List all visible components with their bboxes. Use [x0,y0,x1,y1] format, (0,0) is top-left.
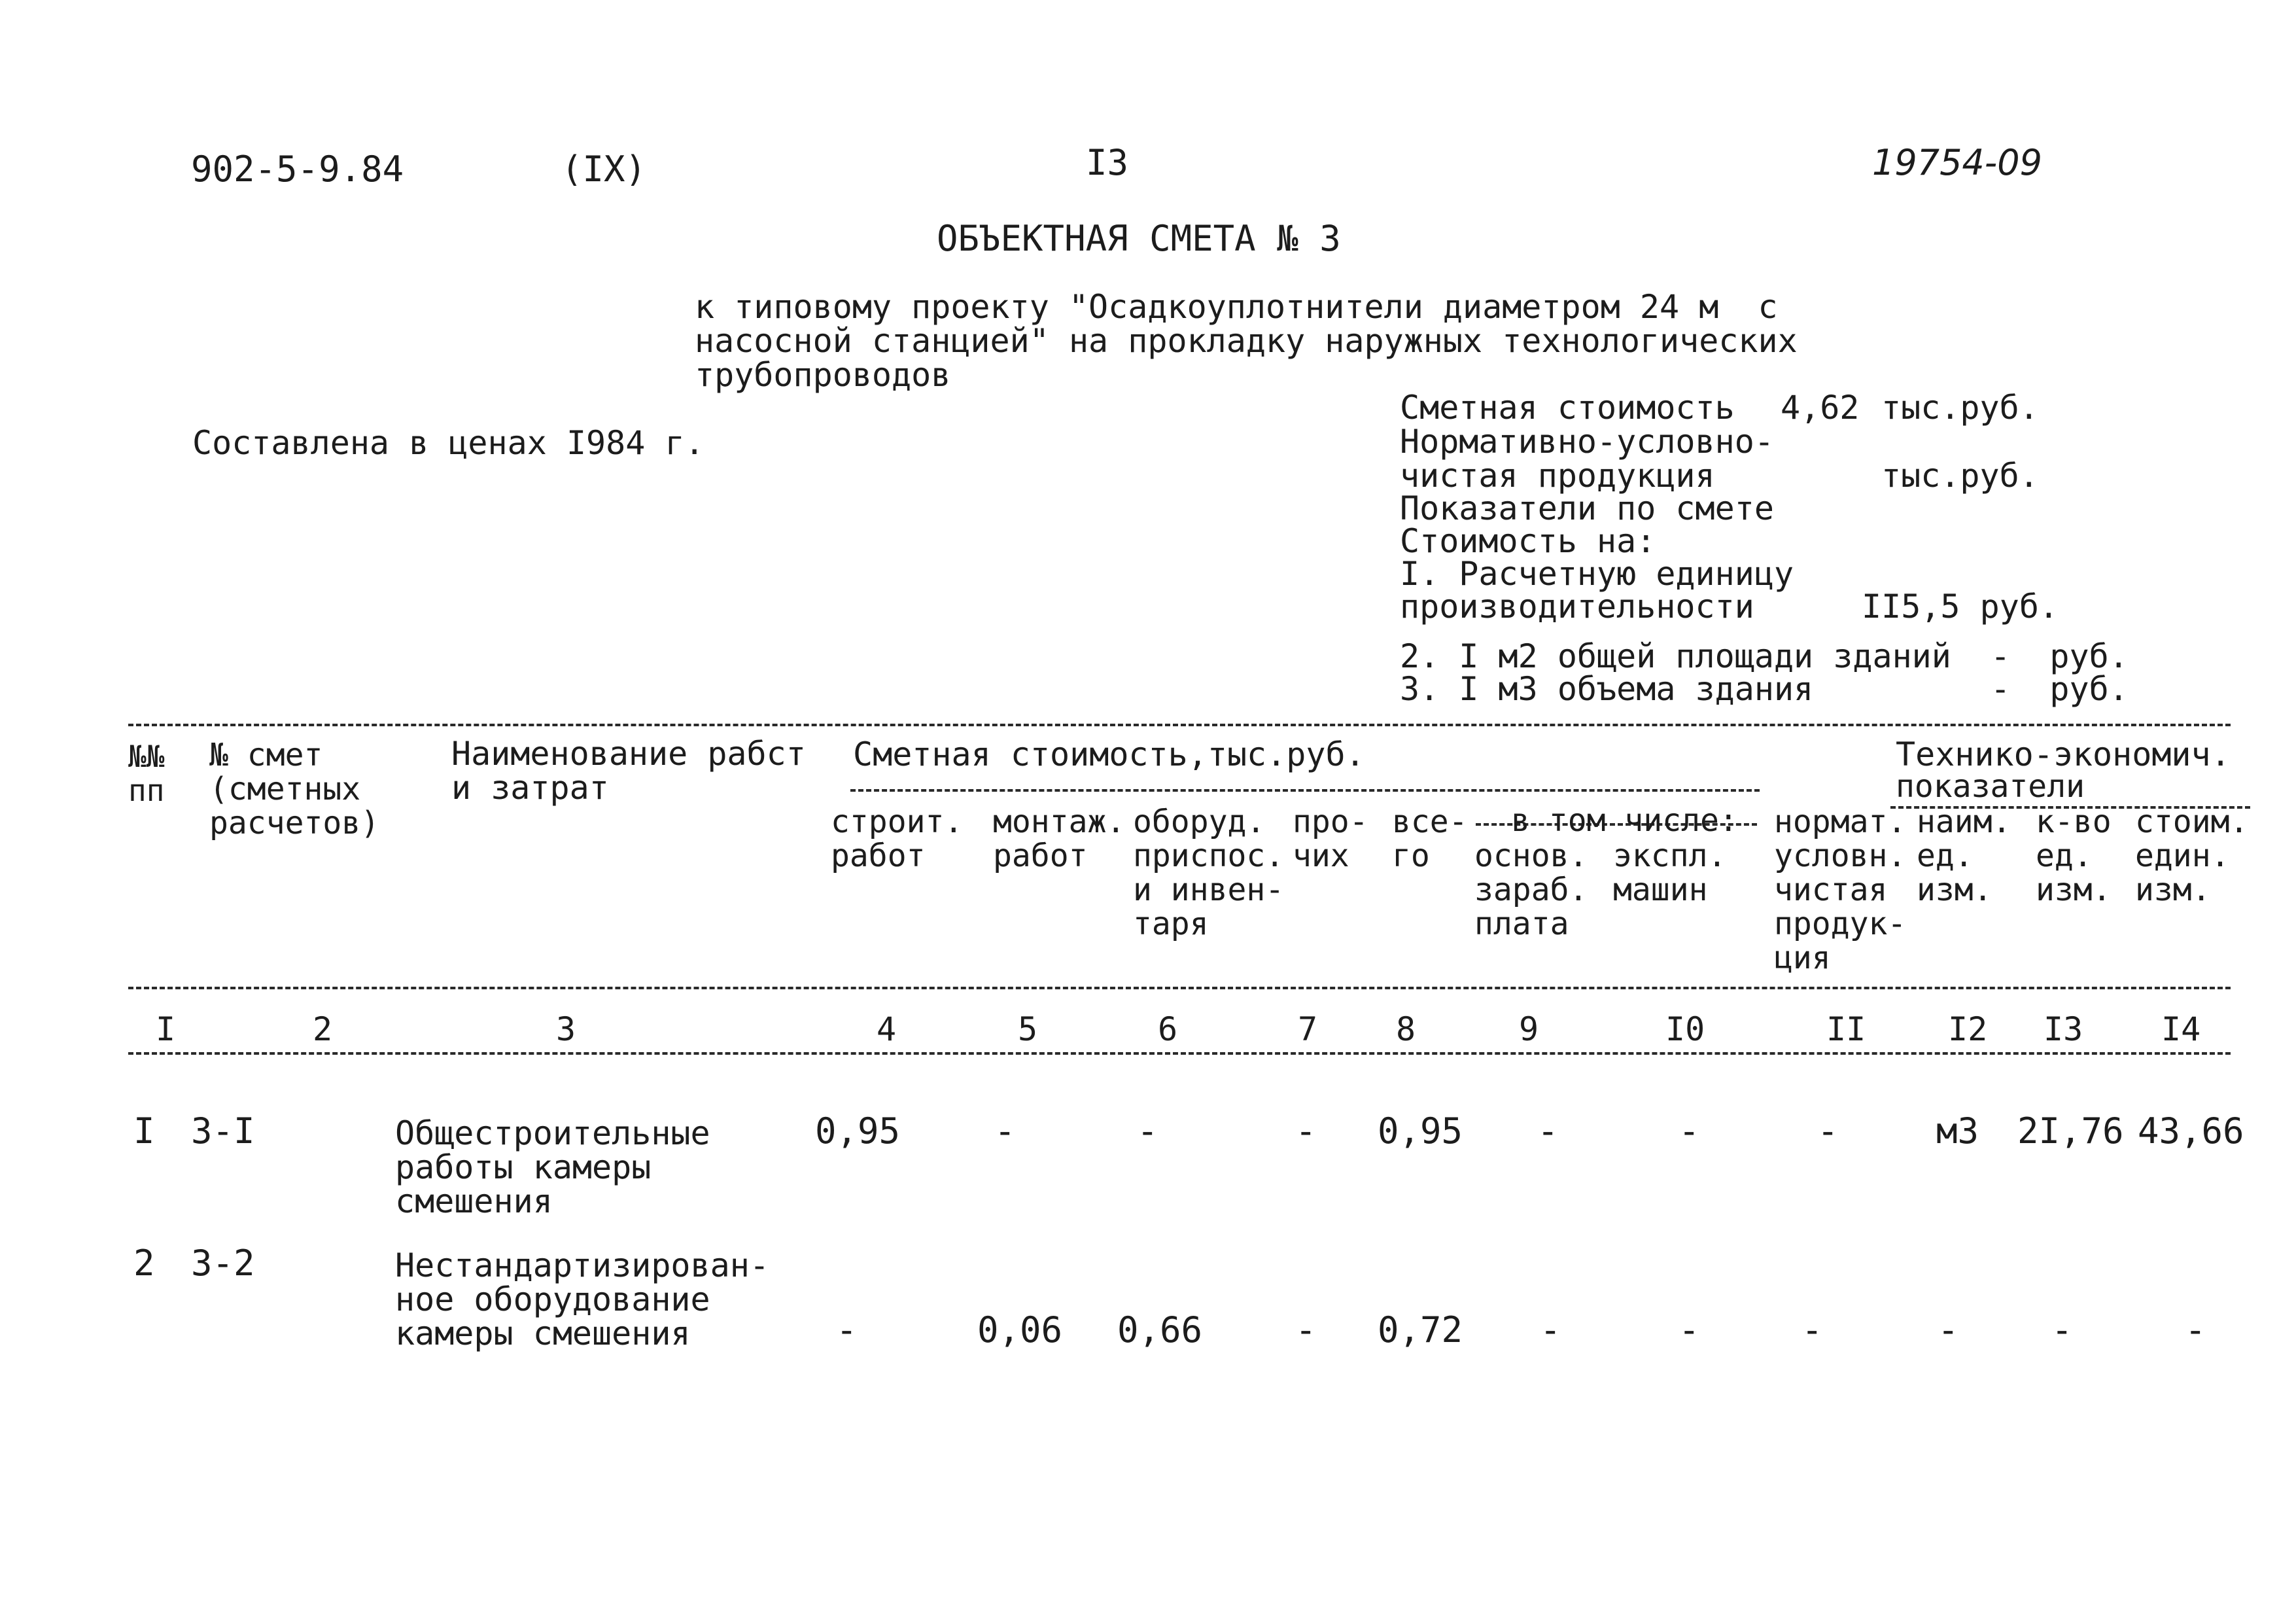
column-numbers-rule [128,1052,2231,1055]
column-number: 7 [1298,1010,1318,1048]
header-col-name: Наименование рабcт и затрат [451,735,806,807]
column-number: 4 [877,1010,897,1048]
item1-line1: I. Расчетную единицу [1400,555,1794,593]
header-col5: монтаж. работ [993,803,1126,874]
column-number: I2 [1948,1010,1988,1048]
header-col7: про- чих [1293,803,1368,874]
row-c7: - [1295,1110,1317,1152]
item1-value: II5,5 руб. [1862,588,2059,626]
row-c5: 0,06 [977,1309,1063,1350]
column-number: I0 [1665,1010,1705,1048]
column-number: II [1826,1010,1866,1048]
doc-code: 902-5-9.84 [191,149,404,190]
normative-label-2: чистая продукция [1400,457,1715,495]
row-c10: - [1679,1110,1700,1152]
row-name: Общестроительные работы камеры смешения [395,1114,710,1220]
cost-group-rule [850,789,1760,792]
table-top-rule [128,724,2231,726]
header-incl: в том числе: [1511,802,1738,839]
indicators-label: Показатели по смете [1400,489,1774,527]
header-teo-group-1: Технико-экономич. [1896,735,2231,773]
row-c5: - [994,1110,1016,1152]
row-c14: - [2185,1309,2206,1350]
item3: 3. I м3 объема здания - руб. [1400,670,2129,708]
column-number: 2 [313,1010,333,1048]
header-col9: основ. зараб. плата [1474,838,1588,942]
column-number: 5 [1018,1010,1038,1048]
header-col13: к-во ед. изм. [2036,803,2112,908]
header-col12: наим. ед. изм. [1917,803,2011,908]
row-c13: 2I,76 [2017,1110,2124,1152]
row-estimate: 3-I [191,1110,255,1152]
column-number: 6 [1158,1010,1178,1048]
row-name: Нестандартизирован- ное оборудование камеры смешения [395,1246,769,1352]
row-c14: 43,66 [2138,1110,2244,1152]
header-col11: нормат. условн. чистая продук- ция [1774,803,1907,976]
column-number: I [156,1010,176,1048]
row-c7: - [1295,1309,1317,1350]
row-c6: - [1137,1110,1158,1152]
row-c13: - [2051,1309,2073,1350]
header-col-estimate: № смет (сметных расчетов) [209,737,380,841]
subject-line-2: насосной станцией" на прокладку наружных технологических [695,322,1798,360]
row-num: 2 [133,1243,155,1284]
column-number: I3 [2044,1010,2083,1048]
header-bottom-rule [128,987,2231,989]
row-estimate: 3-2 [191,1243,255,1284]
row-c6: 0,66 [1117,1309,1203,1350]
volume-label: (IX) [561,149,647,190]
prices-note: Составлена в ценах I984 г. [192,424,704,462]
row-c9: - [1540,1309,1561,1350]
row-c9: - [1537,1110,1559,1152]
header-col4: строит. работ [831,803,964,874]
row-c8: 0,95 [1378,1110,1463,1152]
header-col-num: №№ пп [128,739,165,808]
row-c12: - [1938,1309,1959,1350]
item2: 2. I м2 общей площади зданий - руб. [1400,637,2129,675]
estimated-cost-label: Сметная стоимость [1400,389,1735,427]
header-cost-group: Сметная стоимость,тыс.руб. [853,735,1365,773]
column-number: 3 [556,1010,576,1048]
row-c4: - [836,1309,858,1350]
estimated-cost-value: 4,62 [1781,389,1860,427]
row-c11: - [1801,1309,1823,1350]
cost-for-label: Стоимость на: [1400,522,1656,560]
normative-label-1: Нормативно-условно- [1400,423,1774,461]
row-c8: 0,72 [1378,1309,1463,1350]
header-col8: все- го [1392,803,1468,874]
column-number: 8 [1396,1010,1416,1048]
inventory-number: 19754-09 [1872,142,2042,183]
row-num: I [133,1110,155,1152]
header-col14: стоим. един. изм. [2135,803,2249,908]
subject-line-3: трубопроводов [695,356,951,394]
column-number: I4 [2161,1010,2201,1048]
row-c11: - [1817,1110,1839,1152]
row-c10: - [1679,1309,1700,1350]
page-title: ОБЪЕКТНАЯ СМЕТА № 3 [937,218,1341,259]
page-number: I3 [1086,142,1129,183]
header-teo-group-2: показатели [1896,768,2085,805]
subject-line-1: к типовому проекту "Осадкоуплотнители диаметром 24 м с [695,288,1778,326]
estimated-cost-unit: тыс.руб. [1881,389,2039,427]
row-c12: м3 [1936,1110,1979,1152]
item1-line2: производительности [1400,588,1754,626]
header-col10: экспл. машин [1613,838,1727,908]
column-number: 9 [1519,1010,1539,1048]
normative-unit: тыс.руб. [1881,457,2039,495]
row-c4: 0,95 [815,1110,901,1152]
header-col6: оборуд. приспос. и инвен- таря [1133,803,1285,942]
